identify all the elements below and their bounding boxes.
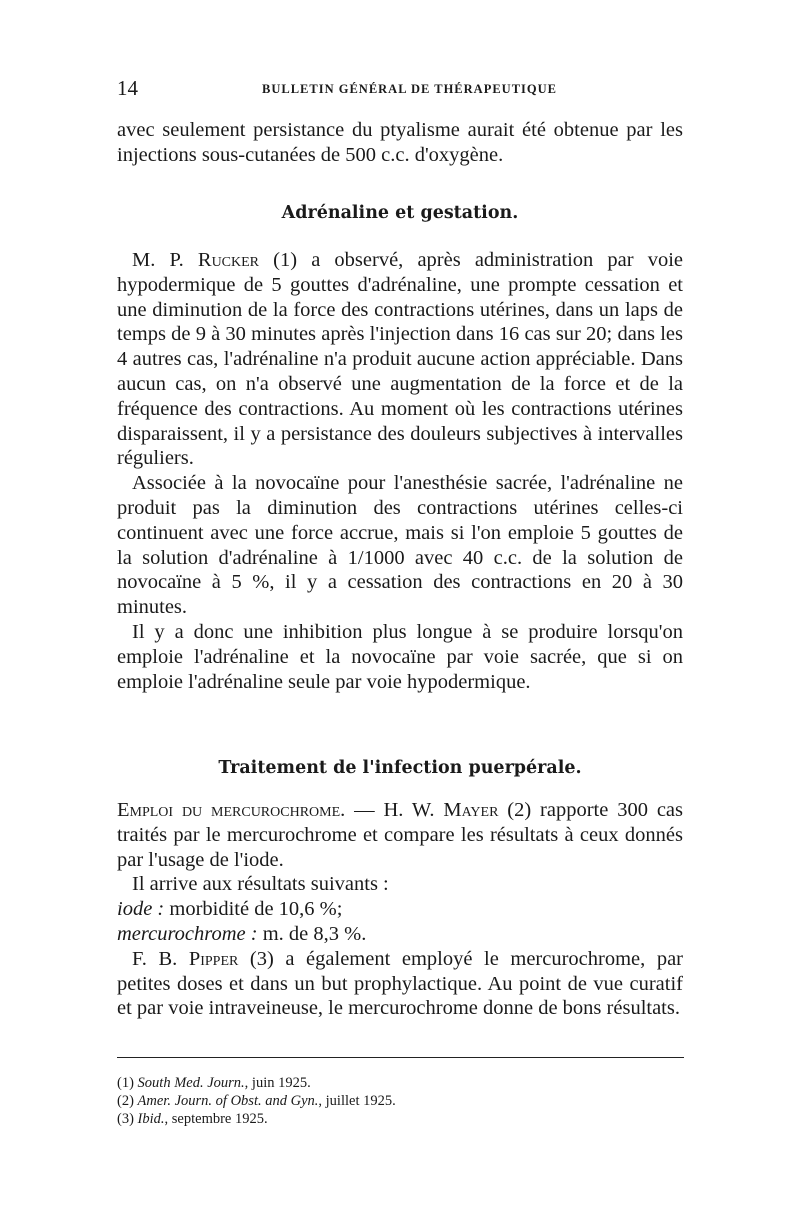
footnote-date: , juin 1925. (244, 1075, 311, 1091)
footnote-source: South Med. Journ. (137, 1075, 245, 1091)
footnote-date: , septembre 1925. (164, 1111, 268, 1127)
footnote-1 (117, 1074, 683, 1092)
footnote-source: Ibid. (137, 1111, 165, 1127)
result-line-iode (117, 897, 683, 922)
footnote-date: , juillet 1925. (318, 1093, 396, 1109)
intro-paragraph (117, 118, 683, 168)
section-adrenaline-body (117, 248, 683, 694)
running-head: BULLETIN GÉNÉRAL DE THÉRAPEUTIQUE (262, 82, 557, 96)
footnote-divider (117, 1057, 684, 1058)
paragraph-novocaine: Associée à la novocaïne pour l'anesthésie sacrée, l'adrénaline ne produit pas la diminution des contractions utérines celles-ci continuent avec une force accrue, mais si l'on emploie 5 gouttes de la solution d'adrénaline à 1/1000 avec 40 c.c. de la solution de novocaïne à 5 %, il y a cessation des contractions en 20 à 30 minutes. (117, 472, 683, 619)
author-initials: F. B. (132, 947, 189, 970)
footnote-source: Amer. Journ. of Obst. and Gyn. (137, 1093, 319, 1109)
author-name: Mayer (443, 799, 499, 821)
footnote-number: (3) (117, 1111, 138, 1127)
paragraph-text: (1) a observé, après administration par voie hypodermique de 5 gouttes d'adrénaline, une prompte cessation et une diminution de la force des contractions utérines, dans un laps de temps de 9 à 30 minutes après l'injection dans 16 cas sur 20; dans les 4 autres cas, l'adrénaline n'a produit aucune action appréciable. Dans aucun cas, on n'a observé une augmentation de la force et de la fréquence des contractions. Au moment où les contractions utérines disparaissent, il y a persistance des douleurs subjectives à intervalles réguliers. (117, 249, 684, 470)
result-value: morbidité de 10,6 %; (164, 898, 343, 921)
footnote-number: (1) (117, 1075, 138, 1091)
section-puerperal-body (117, 798, 683, 1021)
result-label: mercurochrome : (117, 922, 258, 945)
page-header (117, 76, 682, 102)
paragraph-results: Il arrive aux résultats suivants : (132, 873, 389, 896)
dash-initials: — H. W. (345, 799, 444, 821)
paragraph-title: Emploi du mercurochrome. (117, 799, 346, 821)
result-value: m. de 8,3 %. (257, 922, 367, 945)
author-name: Pipper (188, 947, 239, 970)
footnote-2 (117, 1092, 683, 1110)
author-initials: M. P. (132, 249, 198, 271)
paragraph-conclusion: Il y a donc une inhibition plus longue à se produire lorsqu'on emploie l'adrénaline et la novocaïne par voie sacrée, que si on emploie l'adrénaline seule par voie hypodermique. (117, 620, 683, 693)
paragraph-rucker (117, 248, 683, 471)
footnote-number: (2) (117, 1093, 138, 1109)
result-line-mercurochrome (117, 922, 683, 947)
author-name: Rucker (197, 249, 260, 271)
paragraph-mayer (117, 798, 683, 872)
page-number: 14 (117, 76, 138, 100)
section-heading-adrenaline: Adrénaline et gestation. (281, 203, 519, 223)
paragraph-pipper (117, 947, 683, 1021)
section-heading-puerperal: Traitement de l'infection puerpérale. (218, 758, 582, 778)
footnotes (117, 1074, 683, 1128)
paragraph-text: (2) rapporte 300 cas traités par le mercurochrome et compare les résultats à ceux donnés par l'usage de l'iode. (117, 799, 683, 871)
footnote-3 (117, 1110, 683, 1128)
paragraph-text: (3) a également employé le mercurochrome, par petites doses et dans un but prophylactique. Au point de vue curatif et par voie intraveineuse, le mercurochrome donne de bons résultats. (117, 947, 684, 1020)
intro-text: avec seulement persistance du ptyalisme aurait été obtenue par les injections sous-cutanées de 500 c.c. d'oxygène. (117, 119, 683, 166)
result-label: iode : (117, 898, 165, 921)
